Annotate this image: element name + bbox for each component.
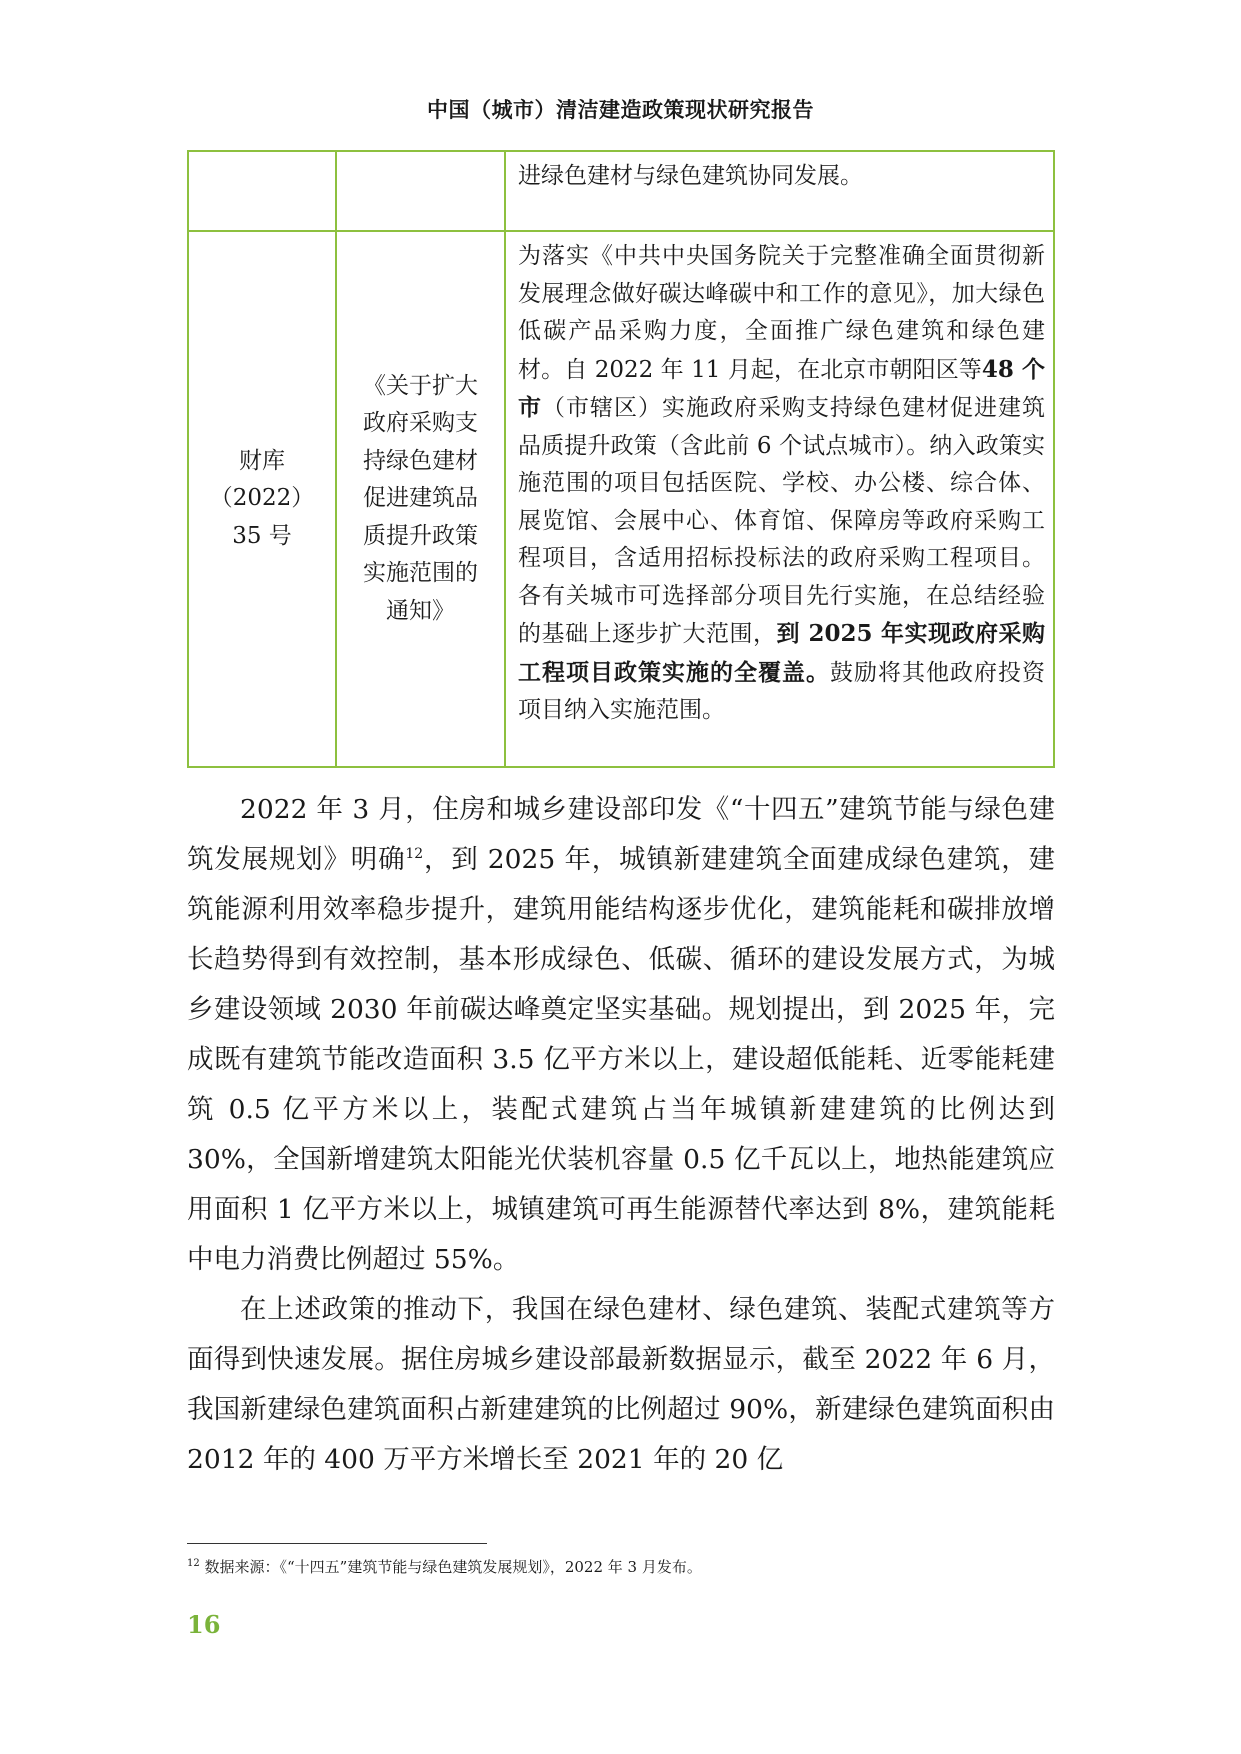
table-cell-content-text: 进绿色建材与绿色建筑协同发展。 <box>518 163 863 189</box>
paragraph-text: ，到 2025 年，城镇新建建筑全面建成绿色建筑，建筑能源利用效率稳步提升，建筑用能结构逐步优化，建筑能耗和碳排放增长趋势得到有效控制，基本形成绿色、低碳、循环的建设发展方式，为城乡建设领域 2030 年前碳达峰奠定坚实基础。规划提出，到 2025 年，完成既有建筑节能改造面积 3.5 亿平方米以上，建设超低能耗、近零能耗建筑 0.5 亿平方米以上，装配式建筑占当年城镇新建建筑的比例达到 30%，全国新增建筑太阳能光伏装机容量 0.5 亿千瓦以上，地热能建筑应用面积 1 亿平方米以上，城镇建筑可再生能源替代率达到 8%，建筑能耗中电力消费比例超过 55%。 <box>187 844 1055 1275</box>
paragraph: 在上述政策的推动下，我国在绿色建材、绿色建筑、装配式建筑等方面得到快速发展。据住房城乡建设部最新数据显示，截至 2022 年 6 月，我国新建绿色建筑面积占新建建筑的比例超过 90%，新建绿色建筑面积由 2012 年的 400 万平方米增长至 2021 年的 20 亿 <box>187 1294 1055 1475</box>
doc-title-line: 质提升政策 <box>363 522 478 549</box>
table-cell-content <box>505 231 1054 767</box>
content-bold-text: 48 个市 <box>518 355 1046 421</box>
table-row <box>188 151 1054 231</box>
table-row <box>188 231 1054 767</box>
doc-title-line: 实施范围的 <box>363 560 478 587</box>
doc-title-line: 通知》 <box>386 597 455 624</box>
doc-number-line: （2022） <box>209 485 315 512</box>
table-cell-document-number <box>188 231 336 767</box>
table-cell-content <box>505 151 1054 231</box>
doc-title-line: 持绿色建材 <box>363 447 478 474</box>
doc-title-line: 《关于扩大 <box>363 372 478 399</box>
footnote <box>187 1556 1055 1578</box>
table-cell-document-title <box>336 151 505 231</box>
footnote-divider <box>187 1543 487 1544</box>
body-text <box>187 785 1055 1485</box>
doc-title-line: 促进建筑品 <box>363 485 478 512</box>
page-header-title: 中国（城市）清洁建造政策现状研究报告 <box>427 98 814 122</box>
footnote-text: 数据来源：《“十四五”建筑节能与绿色建筑发展规划》，2022 年 3 月发布。 <box>199 1558 702 1576</box>
doc-title-line: 政府采购支 <box>363 410 478 437</box>
policy-table <box>187 150 1055 768</box>
paragraph <box>187 785 1055 1285</box>
paragraph-text: 2022 年 3 月，住房和城乡建设部印发《“十四五”建筑节能与绿色建筑发展规划》明确 <box>187 794 1055 875</box>
table-cell-document-number <box>188 151 336 231</box>
table-cell-content-text <box>518 238 1045 730</box>
doc-number-line: 财库 <box>239 447 285 474</box>
content-text: 鼓励将其他政府投资项目纳入实施范围。 <box>518 659 1045 723</box>
content-text: （市辖区）实施政府采购支持绿色建材促进建筑品质提升政策（含此前 6 个试点城市）。纳入政策实施范围的项目包括医院、学校、办公楼、综合体、展览馆、会展中心、体育馆、保障房等政府采购工程项目，含适用招标投标法的政府采购工程项目。各有关城市可选择部分项目先行实施，在总结经验的基础上逐步扩大范围， <box>518 395 1045 647</box>
doc-number-line: 35 号 <box>232 522 292 549</box>
table-cell-document-title <box>336 231 505 767</box>
footnote-reference[interactable]: 12 <box>405 846 424 863</box>
content-text: 为落实《中共中央国务院关于完整准确全面贯彻新发展理念做好碳达峰碳中和工作的意见》，加大绿色低碳产品采购力度，全面推广绿色建筑和绿色建材。自 2022 年 11 月起，在北京市朝阳区等 <box>518 243 1045 383</box>
content-bold-text: 到 2025 年实现政府采购工程项目政策实施的全覆盖。 <box>518 620 1045 686</box>
footnote-number: 12 <box>187 1558 200 1569</box>
page-number: 16 <box>187 1610 221 1639</box>
